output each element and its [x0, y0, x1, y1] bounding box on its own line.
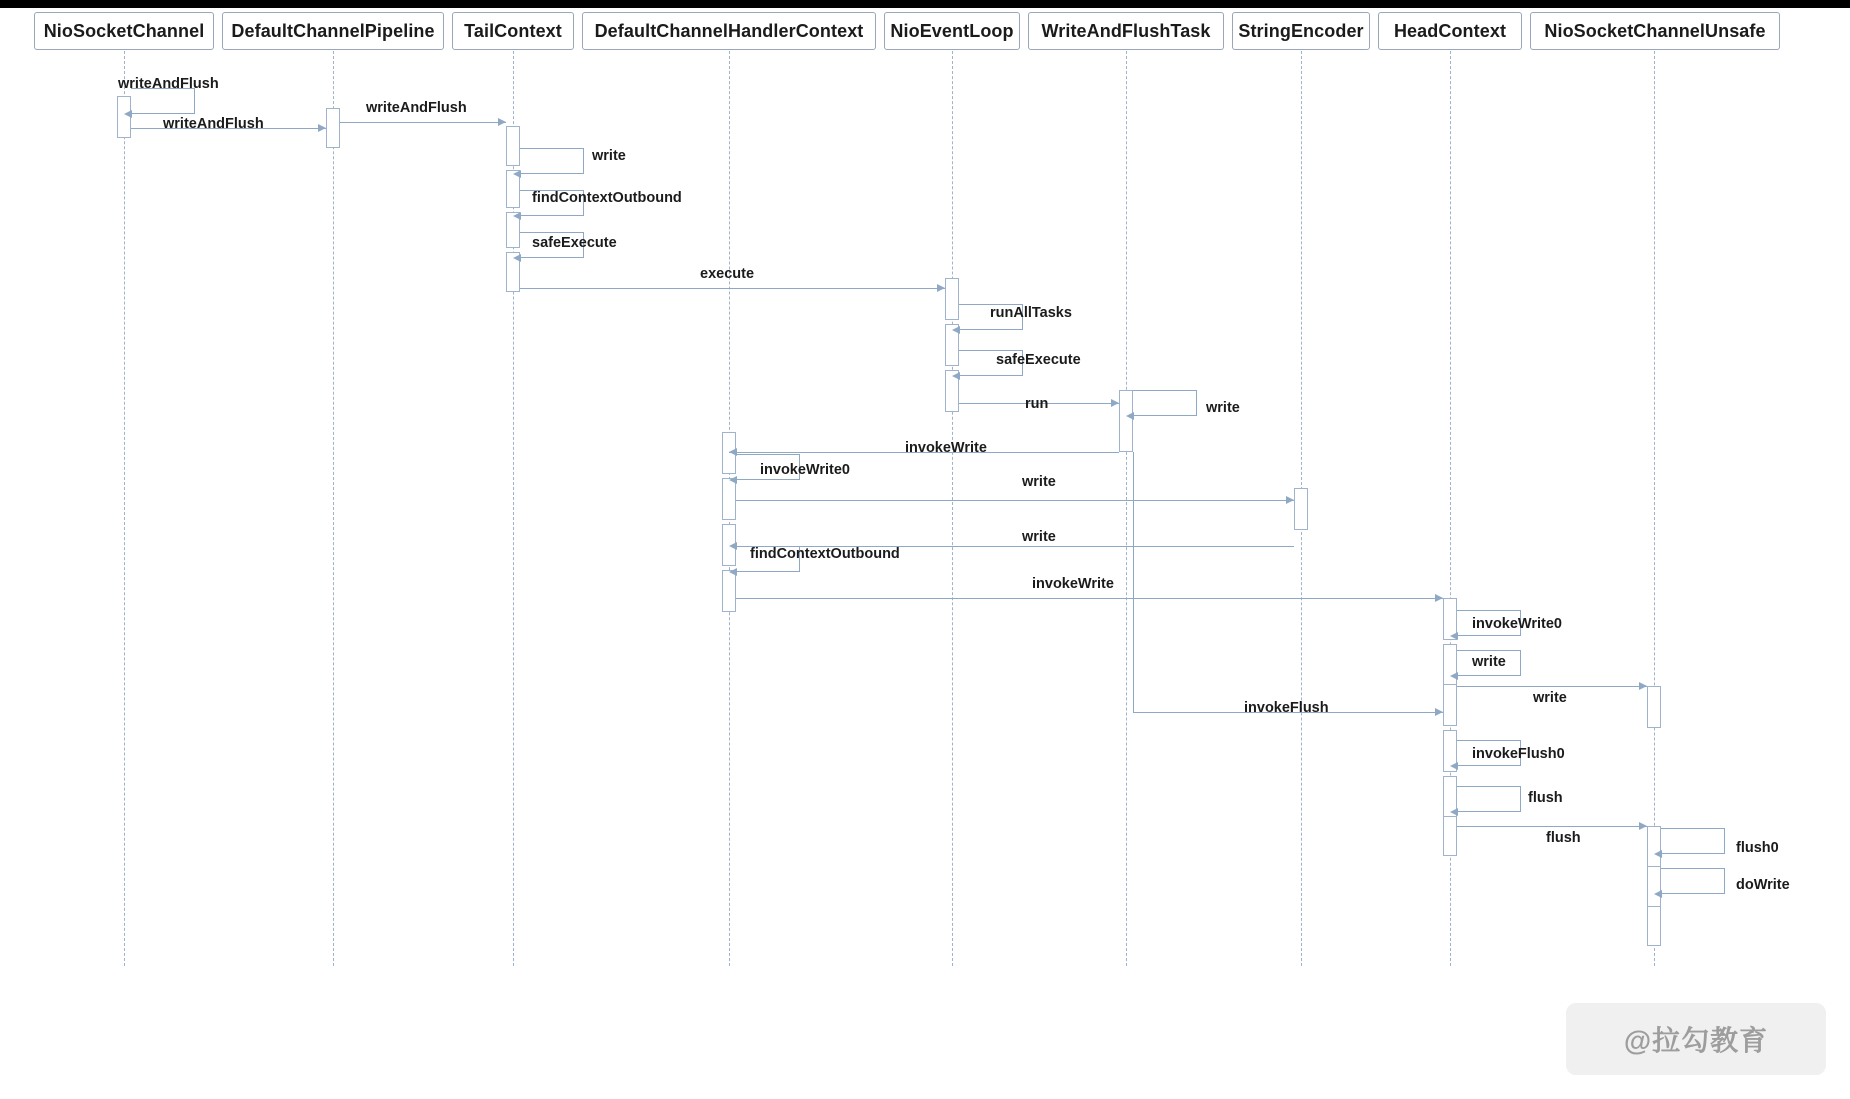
- arrow-writeandflush-tailcontext: [498, 118, 506, 126]
- activation-unsafe-3: [1647, 866, 1661, 908]
- label-safeexecute-tail: safeExecute: [532, 235, 617, 251]
- label-invokeflush0-head: invokeFlush0: [1472, 746, 1565, 762]
- participant-tailcontext[interactable]: [452, 12, 574, 50]
- arrow-invokewrite0-head: [1450, 632, 1458, 640]
- participant-defaultchannelhandlercontext[interactable]: [582, 12, 876, 50]
- label-findcontextoutbound-dchc: findContextOutbound: [750, 546, 900, 562]
- arrow-invokeflush-headcontext: [1435, 708, 1443, 716]
- label-flush-head: flush: [1528, 790, 1563, 806]
- line-flush-unsafe: [1457, 826, 1647, 827]
- label-write-return-dchc: write: [1022, 529, 1056, 545]
- label-dowrite-unsafe: doWrite: [1736, 877, 1790, 893]
- activation-headcontext-3: [1443, 684, 1457, 726]
- label-writeandflush-self: writeAndFlush: [118, 76, 219, 92]
- participant-label: TailContext: [464, 20, 562, 41]
- lifeline-defaultchannelpipeline: [333, 46, 334, 966]
- label-flush-unsafe: flush: [1546, 830, 1581, 846]
- lifeline-nioeventloop: [952, 46, 953, 966]
- label-invokewrite0-dchc: invokeWrite0: [760, 462, 850, 478]
- activation-headcontext-6: [1443, 816, 1457, 856]
- lifeline-writeandflushtask: [1126, 46, 1127, 966]
- label-write-stringencoder: write: [1022, 474, 1056, 490]
- label-safeexecute-loop: safeExecute: [996, 352, 1081, 368]
- participant-label: DefaultChannelPipeline: [231, 20, 435, 41]
- arrow-writeandflush-self: [124, 110, 132, 118]
- line-invokeflush-vertical: [1133, 452, 1134, 712]
- selfcall-flush0-unsafe: [1661, 828, 1725, 854]
- participant-label: NioEventLoop: [890, 20, 1014, 41]
- arrow-write-head: [1450, 672, 1458, 680]
- watermark-text: @拉勾教育: [1623, 1025, 1769, 1056]
- participant-label: WriteAndFlushTask: [1041, 20, 1211, 41]
- arrow-invokewrite0-dchc: [729, 476, 737, 484]
- line-invokewrite-headcontext: [736, 598, 1443, 599]
- arrow-run: [1111, 399, 1119, 407]
- participant-niosocketchannel[interactable]: [34, 12, 214, 50]
- line-writeandflush-tailcontext: [340, 122, 506, 123]
- arrow-invokeflush0-head: [1450, 762, 1458, 770]
- label-invokewrite-headcontext: invokeWrite: [1032, 576, 1114, 592]
- participant-niosocketchannelunsafe[interactable]: [1530, 12, 1780, 50]
- activation-stringencoder-1: [1294, 488, 1308, 530]
- arrow-flush0-unsafe: [1654, 850, 1662, 858]
- participant-defaultchannelpipeline[interactable]: [222, 12, 444, 50]
- arrow-runalltasks: [952, 326, 960, 334]
- arrow-write-stringencoder: [1286, 496, 1294, 504]
- label-write-tail: write: [592, 148, 626, 164]
- line-write-stringencoder: [736, 500, 1294, 501]
- label-invokeflush-headcontext: invokeFlush: [1244, 700, 1329, 716]
- lifeline-niosocketchannel: [124, 46, 125, 966]
- activation-writeandflushtask-1: [1119, 390, 1133, 452]
- activation-dchc-2: [722, 478, 736, 520]
- activation-dchc-4: [722, 570, 736, 612]
- label-execute: execute: [700, 266, 755, 282]
- arrow-flush-head: [1450, 808, 1458, 816]
- label-invokewrite0-head: invokeWrite0: [1472, 616, 1562, 632]
- selfcall-dowrite-unsafe: [1661, 868, 1725, 894]
- label-findcontextoutbound-tail: findContextOutbound: [532, 190, 682, 206]
- arrow-flush-unsafe: [1639, 822, 1647, 830]
- participant-headcontext[interactable]: [1378, 12, 1522, 50]
- participant-writeandflushtask[interactable]: [1028, 12, 1224, 50]
- arrow-writeandflush-pipeline: [318, 124, 326, 132]
- selfcall-write-task: [1133, 390, 1197, 416]
- label-write-task: write: [1206, 400, 1240, 416]
- label-run: run: [1025, 396, 1049, 412]
- line-write-unsafe: [1457, 686, 1647, 687]
- label-writeandflush-tailcontext: writeAndFlush: [366, 100, 467, 116]
- line-execute: [520, 288, 945, 289]
- label-writeandflush-pipeline: writeAndFlush: [163, 116, 264, 132]
- arrow-dowrite-unsafe: [1654, 890, 1662, 898]
- arrow-safeexecute-loop: [952, 372, 960, 380]
- arrow-write-unsafe: [1639, 682, 1647, 690]
- arrow-safeexecute-tail: [513, 254, 521, 262]
- participant-stringencoder[interactable]: [1232, 12, 1370, 50]
- label-invokewrite-dchc: invokeWrite: [905, 440, 987, 456]
- label-runalltasks: runAllTasks: [990, 305, 1072, 321]
- participant-label: StringEncoder: [1238, 20, 1364, 41]
- arrow-invokewrite-headcontext: [1435, 594, 1443, 602]
- participant-label: NioSocketChannel: [43, 20, 205, 41]
- label-write-head: write: [1472, 654, 1506, 670]
- arrow-write-task: [1126, 412, 1134, 420]
- participant-label: NioSocketChannelUnsafe: [1544, 20, 1766, 41]
- activation-unsafe-2: [1647, 826, 1661, 868]
- activation-unsafe-4: [1647, 906, 1661, 946]
- arrow-write-tail: [513, 170, 521, 178]
- participant-label: HeadContext: [1393, 20, 1507, 41]
- activation-nioeventloop-1: [945, 278, 959, 320]
- activation-tailcontext-1: [506, 126, 520, 166]
- label-write-unsafe: write: [1533, 690, 1567, 706]
- arrow-execute: [937, 284, 945, 292]
- activation-unsafe-1: [1647, 686, 1661, 728]
- participant-label: DefaultChannelHandlerContext: [594, 20, 864, 41]
- arrow-findcontextoutbound-tail: [513, 212, 521, 220]
- arrow-findcontextoutbound-dchc: [729, 568, 737, 576]
- label-flush0-unsafe: flush0: [1736, 840, 1779, 856]
- selfcall-write-tail: [520, 148, 584, 174]
- activation-defaultchannelpipeline: [326, 108, 340, 148]
- watermark-badge: [1566, 1003, 1826, 1075]
- selfcall-flush-head: [1457, 786, 1521, 812]
- participant-nioeventloop[interactable]: [884, 12, 1020, 50]
